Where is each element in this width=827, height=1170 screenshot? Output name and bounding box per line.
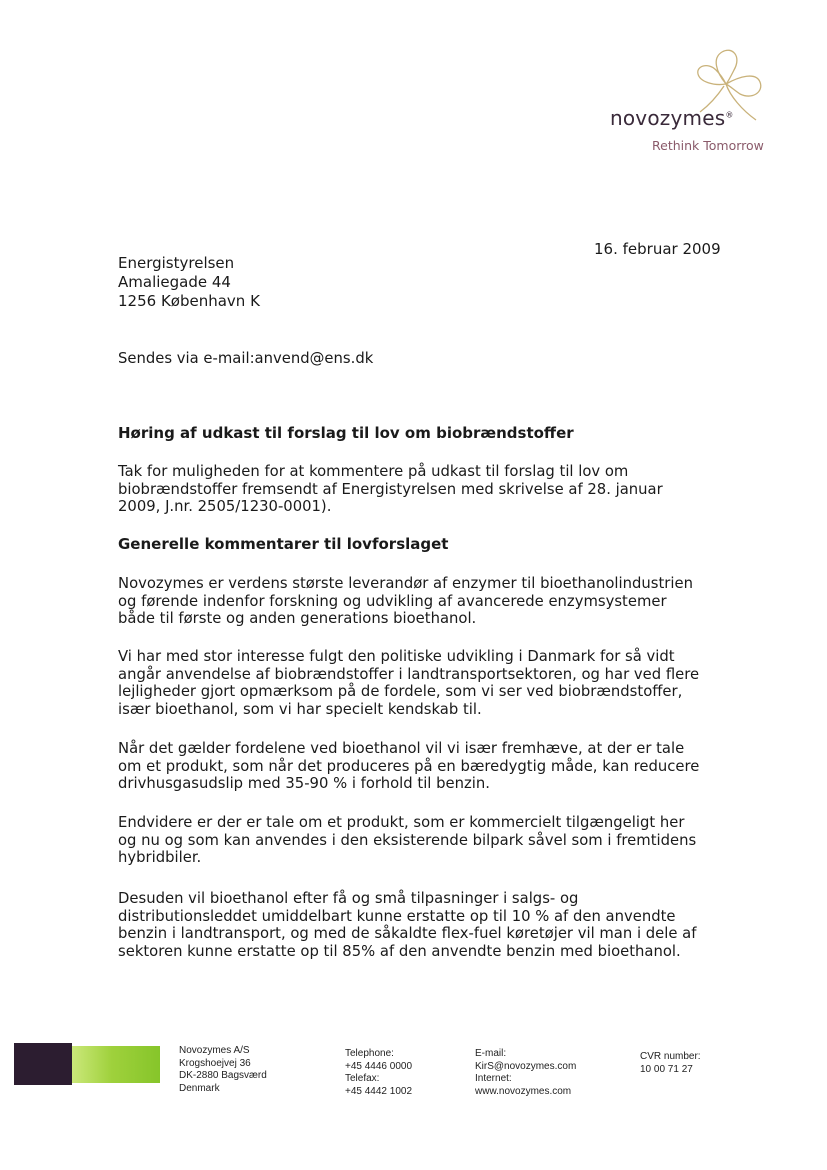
text-line: og nu og som kan anvendes i den eksisterende bilpark såvel som i fremtidens (118, 831, 697, 849)
footer-line: DK-2880 Bagsværd (179, 1070, 267, 1081)
text-line: Endvidere er der er tale om et produkt, som er kommercielt tilgængeligt her (118, 814, 685, 831)
letter-date: 16. februar 2009 (594, 240, 721, 258)
text-line: lejligheder gjort opmærksom på de fordele, som vi ser ved biobrændstoffer, (118, 683, 683, 700)
footer-line: CVR number: (640, 1051, 701, 1062)
body-paragraph (118, 890, 738, 960)
footer-email: KirS@novozymes.com (475, 1060, 577, 1072)
footer-line: Telephone: (345, 1048, 394, 1059)
footer-brand-bar-green (72, 1046, 160, 1083)
footer-company (179, 1045, 267, 1095)
text-line: Novozymes er verdens største leverandør af enzymer til bioethanolindustrien (118, 575, 693, 592)
body-paragraph (118, 648, 738, 718)
footer-line: Novozymes A/S (179, 1045, 250, 1056)
brand-mark: ® (725, 110, 734, 120)
footer-website: www.novozymes.com (475, 1085, 572, 1097)
text-line: distributionsleddet umiddelbart kunne erstatte op til 10 % af den anvendte (118, 907, 676, 925)
brand-logo (610, 106, 734, 130)
recipient-line: Amaliegade 44 (118, 273, 231, 291)
footer-line: Internet: (475, 1073, 512, 1084)
text-line: angår anvendelse af biobrændstoffer i landtransportsektoren, og har ved flere (118, 665, 700, 683)
text-line: både til første og anden generations bioethanol. (118, 610, 477, 627)
body-paragraph (118, 575, 738, 628)
body-paragraph (118, 814, 738, 867)
footer-line: Telefax: (345, 1073, 380, 1084)
footer-phone (345, 1048, 412, 1098)
footer-line: Krogshoejvej 36 (179, 1057, 251, 1069)
text-line: hybridbiler. (118, 849, 202, 866)
footer-line: E-mail: (475, 1048, 507, 1059)
text-line: biobrændstoffer fremsendt af Energistyrelsen med skrivelse af 28. januar (118, 480, 663, 498)
text-line: Desuden vil bioethanol efter få og små tilpasninger i salgs- og (118, 890, 579, 907)
footer-line: Denmark (179, 1082, 220, 1094)
text-line: drivhusgasudslip med 35-90 % i forhold til benzin. (118, 775, 490, 792)
text-line: og førende indenfor forskning og udvikling af avancerede enzymsystemer (118, 592, 667, 610)
footer-contact (475, 1048, 576, 1098)
text-line: sektoren kunne erstatte op til 85% af den anvendte benzin med bioethanol. (118, 942, 681, 960)
text-line: Når det gælder fordelene ved bioethanol vil vi især fremhæve, at der er tale (118, 740, 685, 757)
letter-subject: Høring af udkast til forslag til lov om biobrændstoffer (118, 424, 574, 442)
sent-via-note: Sendes via e-mail:anvend@ens.dk (118, 350, 374, 367)
section-heading: Generelle kommentarer til lovforslaget (118, 535, 449, 553)
text-line: Tak for muligheden for at kommentere på udkast til forslag til lov om (118, 463, 629, 480)
footer-line: 10 00 71 27 (640, 1063, 693, 1075)
text-line: 2009, J.nr. 2505/1230-0001). (118, 498, 332, 515)
footer-line: +45 4446 0000 (345, 1060, 413, 1072)
body-paragraph (118, 740, 738, 793)
intro-paragraph (118, 463, 738, 516)
brand-tagline: Rethink Tomorrow (652, 138, 764, 153)
text-line: benzin i landtransport, og med de såkaldte flex-fuel køretøjer vil man i dele af (118, 925, 697, 942)
recipient-line: Energistyrelsen (118, 254, 235, 272)
recipient-line: 1256 København K (118, 292, 260, 310)
text-line: Vi har med stor interesse fulgt den politiske udvikling i Danmark for så vidt (118, 648, 675, 665)
footer-line: +45 4442 1002 (345, 1085, 413, 1097)
recipient-address (118, 254, 260, 311)
footer-brand-bar-dark (14, 1043, 72, 1085)
text-line: især bioethanol, som vi har specielt kendskab til. (118, 700, 482, 718)
footer-cvr (640, 1051, 701, 1076)
brand-name: novozymes (610, 106, 726, 130)
text-line: om et produkt, som når det produceres på en bæredygtig måde, kan reducere (118, 757, 700, 775)
